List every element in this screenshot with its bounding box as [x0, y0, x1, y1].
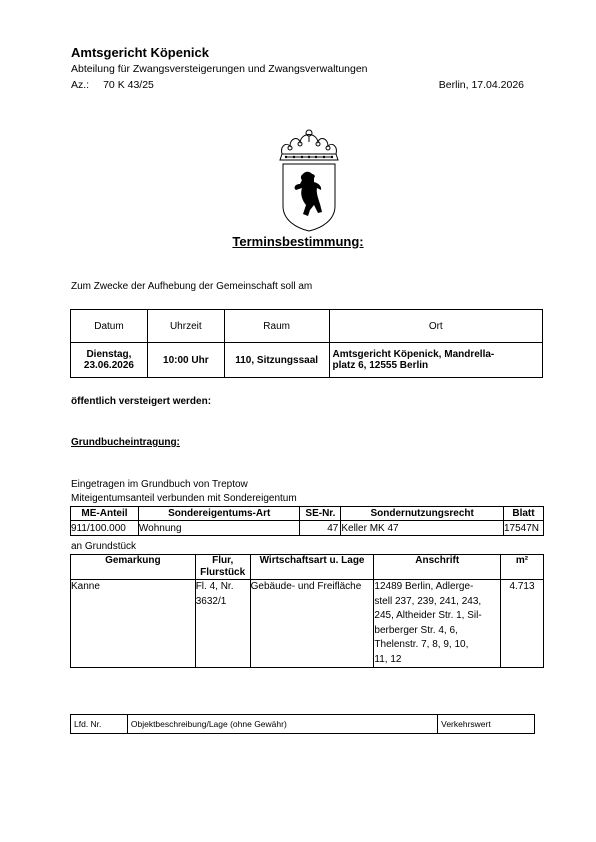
address-line: 12489 Berlin, Adlerge- [374, 581, 474, 592]
address-line: berberger Str. 4, 6, [374, 624, 458, 636]
col-header-se-nr: SE-Nr. [300, 507, 341, 521]
register-line-1: Eingetragen im Grundbuch von Treptow [71, 479, 248, 490]
cell-area: 4.713 [501, 580, 544, 668]
appointment-table [70, 309, 543, 378]
col-header-date: Datum [71, 310, 148, 343]
court-department: Abteilung für Zwangsversteigerungen und Zwangsverwaltungen [71, 63, 368, 75]
appointment-place-line1: Amtsgericht Köpenick, Mandrella- [332, 349, 495, 360]
auction-statement: öffentlich versteigert werden: [71, 396, 212, 407]
col-header-index: Lfd. Nr. [71, 715, 128, 734]
court-name: Amtsgericht Köpenick [71, 45, 209, 60]
purpose-text: Zum Zwecke der Aufhebung der Gemeinschaft soll am [71, 281, 313, 292]
col-header-sheet: Blatt [504, 507, 544, 521]
col-header-area: m² [501, 555, 544, 580]
appointment-weekday: Dienstag, [86, 349, 132, 360]
document-title: Terminsbestimmung: [232, 234, 364, 249]
col-header-place: Ort [329, 310, 542, 343]
appointment-date [71, 343, 148, 378]
place-date: Berlin, 17.04.2026 [438, 79, 524, 91]
ownership-header-row [71, 507, 544, 521]
address-line: 11, 12 [374, 653, 402, 665]
cell-share: 911/100.000 [71, 521, 139, 536]
case-reference-label: Az.: [71, 79, 90, 91]
register-line-2: Miteigentumsanteil verbunden mit Sondereigentum [71, 493, 297, 504]
object-header-row [71, 715, 535, 734]
appointment-time: 10:00 Uhr [147, 343, 224, 378]
col-header-time: Uhrzeit [147, 310, 224, 343]
address-line: Thelenstr. 7, 8, 9, 10, [374, 639, 469, 650]
col-header-district: Gemarkung [71, 555, 196, 580]
col-header-address: Anschrift [374, 555, 501, 580]
appointment-place-line2: platz 6, 12555 Berlin [332, 360, 429, 371]
appointment-place [329, 343, 542, 378]
col-header-parcel: Flur, Flurstück [195, 555, 250, 580]
col-header-room: Raum [224, 310, 329, 343]
col-header-type: Sondereigentums-Art [138, 507, 300, 521]
cell-address [374, 580, 501, 668]
parcel-line: 3632/1 [195, 595, 227, 607]
cell-district: Kanne [71, 580, 196, 668]
cell-type: Wohnung [138, 521, 300, 536]
parcel-table [70, 554, 544, 668]
appointment-room: 110, Sitzungssaal [224, 343, 329, 378]
berlin-bear-crest-icon [276, 128, 342, 232]
case-reference-number: 70 K 43/25 [103, 79, 154, 91]
parcel-header-row [71, 555, 544, 580]
appointment-header-row [71, 310, 543, 343]
col-header-usage: Wirtschaftsart u. Lage [250, 555, 374, 580]
col-header-description: Objektbeschreibung/Lage (ohne Gewähr) [127, 715, 437, 734]
case-reference [71, 79, 154, 91]
object-table [70, 714, 535, 734]
col-header-market-value: Verkehrswert [438, 715, 535, 734]
land-register-heading: Grundbucheintragung: [71, 437, 180, 448]
address-line: 245, Altheider Str. 1, Sil- [374, 610, 482, 621]
cell-se-nr: 47 [300, 521, 341, 536]
cell-sheet: 17547N [504, 521, 544, 536]
cell-usage: Gebäude- und Freifläche [250, 580, 374, 668]
address-line: stell 237, 239, 241, 243, [374, 595, 482, 607]
table-row [71, 521, 544, 536]
cell-usage-right: Keller MK 47 [341, 521, 504, 536]
col-header-share: ME-Anteil [71, 507, 139, 521]
col-header-usage-right: Sondernutzungsrecht [341, 507, 504, 521]
cell-parcel [195, 580, 250, 668]
appointment-value-row [71, 343, 543, 378]
appointment-day: 23.06.2026 [83, 360, 134, 371]
parcel-line: Fl. 4, Nr. [195, 581, 234, 592]
ownership-table [70, 506, 544, 536]
parcel-intro: an Grundstück [71, 541, 137, 552]
table-row [71, 580, 544, 668]
